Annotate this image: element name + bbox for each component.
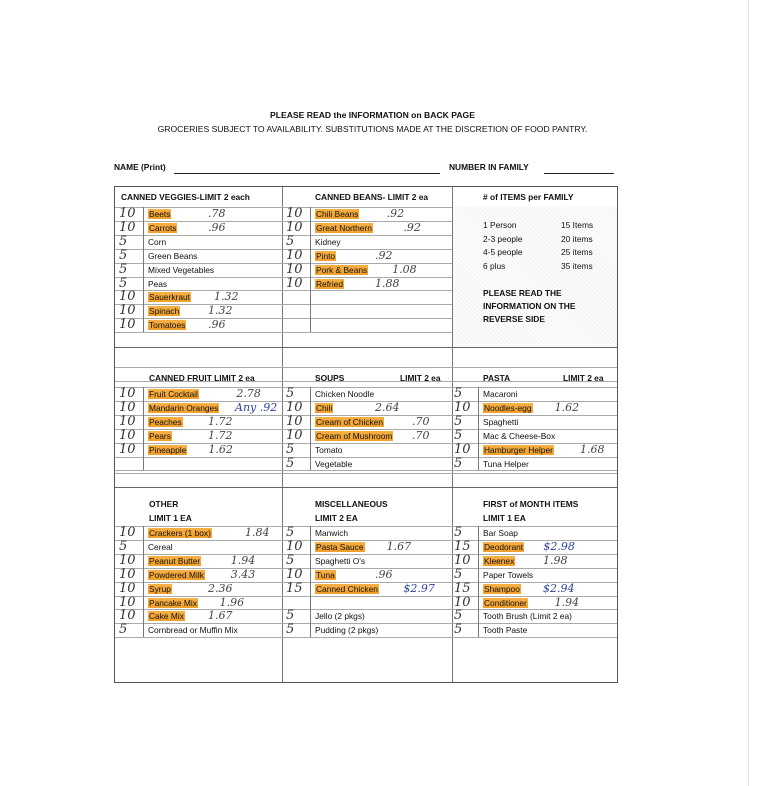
sec2-row-line <box>115 457 617 458</box>
pasta-item <box>483 417 518 427</box>
family-items-count: 20 items <box>561 233 593 244</box>
qty-column-divider <box>143 207 144 332</box>
other-item-name: Crackers (1 box) <box>149 528 211 538</box>
veggies-item <box>148 237 166 247</box>
soups-item <box>315 459 352 469</box>
soups-price: 2.64 <box>375 401 400 414</box>
misc-item-name: Spaghetti O's <box>315 556 366 566</box>
veggies-item-name: Peas <box>148 279 168 289</box>
section-limit-soups: LIMIT 2 ea <box>400 373 441 383</box>
sec2-foot-row-line <box>115 473 617 474</box>
first_of_month-qty: 5 <box>454 608 463 623</box>
section-boundary-2 <box>115 487 617 488</box>
pasta-qty: 10 <box>454 400 471 415</box>
veggies-qty: 10 <box>119 317 136 332</box>
first_of_month-item <box>483 570 533 580</box>
beans-item-name: Pork & Beans <box>316 265 368 275</box>
section-title-other: OTHER <box>149 499 179 509</box>
qty-column-divider <box>143 387 144 470</box>
beans-qty: 10 <box>286 220 303 235</box>
soups-item <box>315 431 393 441</box>
other-item-name: Powdered Milk <box>149 570 204 580</box>
first_of_month-item-name: Deodorant <box>484 542 524 552</box>
sec1-row-line <box>115 221 452 222</box>
misc-item <box>315 542 365 552</box>
sec1-row-line <box>115 277 452 278</box>
section-limit-other: LIMIT 1 EA <box>149 513 192 523</box>
beans-price: .92 <box>403 221 421 234</box>
veggies-qty: 5 <box>119 248 128 263</box>
sec1-row-line <box>115 332 452 333</box>
note-line-1: PLEASE READ THE <box>483 288 562 298</box>
other-item <box>148 528 212 538</box>
misc-price: .96 <box>375 568 393 581</box>
fruit-price: 1.72 <box>208 429 233 442</box>
beans-price: 1.08 <box>392 263 417 276</box>
other-item-name: Cereal <box>148 542 173 552</box>
soups-qty: 10 <box>286 428 303 443</box>
beans-item <box>315 237 341 247</box>
first_of_month-item-name: Conditioner <box>484 598 527 608</box>
veggies-qty: 5 <box>119 262 128 277</box>
family-size-label: 4-5 people <box>483 247 523 257</box>
first_of_month-qty: 5 <box>454 567 463 582</box>
first_of_month-price: $2.94 <box>543 582 575 595</box>
misc-price: $2.97 <box>403 582 435 595</box>
sec3-row-line <box>115 568 617 569</box>
other-item-name: Cornbread or Muffin Mix <box>148 625 238 635</box>
misc-qty: 5 <box>286 608 295 623</box>
misc-item-name: Tuna <box>316 570 335 580</box>
qty-column-divider <box>310 526 311 637</box>
other-item-name: Pancake Mix <box>149 598 197 608</box>
veggies-item <box>148 279 167 289</box>
beans-item <box>315 265 368 275</box>
first_of_month-item-name: Bar Soap <box>483 528 518 538</box>
family-size-label: 6 plus <box>483 260 506 271</box>
other-item <box>148 611 185 621</box>
section-boundary-1 <box>115 347 617 348</box>
other-qty: 10 <box>119 608 136 623</box>
column-divider-2 <box>452 187 453 682</box>
first_of_month-price: $2.98 <box>543 540 575 553</box>
first_of_month-price: 1.94 <box>554 596 580 609</box>
sec1-row-line <box>115 290 452 291</box>
first_of_month-item-name: Shampoo <box>484 584 520 594</box>
veggies-item-name: Spinach <box>149 306 180 316</box>
soups-price: .70 <box>412 415 430 428</box>
beans-item <box>315 223 373 233</box>
sec2-row-line <box>115 387 617 388</box>
other-item-name: Peanut Butter <box>149 556 201 566</box>
veggies-item <box>148 320 186 330</box>
first_of_month-item-name: Kleenex <box>484 556 515 566</box>
family-size-label: 2-3 people <box>483 233 523 244</box>
veggies-item-name: Tomatoes <box>149 320 186 330</box>
beans-qty: 5 <box>286 234 295 249</box>
first_of_month-item <box>483 598 528 608</box>
family-label: NUMBER IN FAMILY <box>449 162 529 172</box>
beans-qty: 10 <box>286 248 303 263</box>
veggies-qty: 10 <box>119 206 136 221</box>
other-qty: 5 <box>119 622 128 637</box>
handwritten-any-note: Any .92 <box>235 401 278 414</box>
fruit-item <box>148 403 219 413</box>
other-item <box>148 542 173 552</box>
family-size-label: 1 Person <box>483 220 517 230</box>
veggies-item <box>148 209 171 219</box>
fruit-item <box>148 431 172 441</box>
name-field-line[interactable] <box>174 173 440 174</box>
veggies-item-name: Carrots <box>149 223 177 233</box>
other-price: 3.43 <box>230 568 256 581</box>
soups-item-name: Cream of Mushroom <box>316 431 393 441</box>
first_of_month-item <box>483 556 515 566</box>
other-item <box>148 598 198 608</box>
misc-qty: 15 <box>286 581 303 596</box>
pasta-qty: 5 <box>454 414 463 429</box>
veggies-item <box>148 306 180 316</box>
pasta-item <box>483 445 554 455</box>
other-item <box>148 625 238 635</box>
misc-item-name: Canned Chicken <box>316 584 378 594</box>
soups-qty: 5 <box>286 456 295 471</box>
section-title-items-per-family: # of ITEMS per FAMILY <box>483 192 574 202</box>
beans-item <box>315 251 336 261</box>
soups-item-name: Tomato <box>315 445 343 455</box>
misc-qty: 5 <box>286 622 295 637</box>
fruit-item <box>148 389 199 399</box>
beans-item-name: Great Northern <box>316 223 372 233</box>
first_of_month-qty: 15 <box>454 539 471 554</box>
other-item-name: Syrup <box>149 584 171 594</box>
section-title-beans: CANNED BEANS- LIMIT 2 ea <box>315 192 429 202</box>
pasta-qty: 10 <box>454 442 471 457</box>
family-field-line[interactable] <box>544 173 614 174</box>
fruit-qty: 10 <box>119 414 136 429</box>
page-edge <box>748 0 749 786</box>
misc-item <box>315 584 379 594</box>
pasta-qty: 5 <box>454 456 463 471</box>
order-form-grid <box>114 186 618 683</box>
fruit-price: 1.72 <box>208 415 233 428</box>
beans-item <box>315 209 359 219</box>
first_of_month-qty: 15 <box>454 581 471 596</box>
soups-item-name: Cream of Chicken <box>316 417 384 427</box>
veggies-item <box>148 223 177 233</box>
other-qty: 10 <box>119 553 136 568</box>
fruit-price: 2.78 <box>236 387 261 400</box>
qty-column-divider <box>143 526 144 637</box>
sec2-head-row-line <box>115 367 617 368</box>
veggies-qty: 10 <box>119 303 136 318</box>
pasta-item-name: Spaghetti <box>483 417 519 427</box>
first_of_month-qty: 5 <box>454 622 463 637</box>
pasta-item-name: Mac & Cheese-Box <box>483 431 556 441</box>
veggies-price: .78 <box>208 207 226 220</box>
sec2-row-line <box>115 443 617 444</box>
soups-price: .70 <box>412 429 430 442</box>
qty-column-divider <box>310 387 311 470</box>
first_of_month-item <box>483 584 521 594</box>
other-qty: 10 <box>119 581 136 596</box>
misc-price: 1.67 <box>386 540 412 553</box>
reverse-side-note <box>483 287 575 326</box>
veggies-item-name: Green Beans <box>148 251 198 261</box>
fruit-item-name: Pears <box>149 431 171 441</box>
other-qty: 10 <box>119 567 136 582</box>
veggies-item-name: Corn <box>148 237 167 247</box>
soups-item <box>315 417 384 427</box>
fruit-qty: 10 <box>119 428 136 443</box>
fruit-qty: 10 <box>119 442 136 457</box>
note-line-3: REVERSE SIDE <box>483 314 545 324</box>
pasta-item-name: Noodles-egg <box>484 403 532 413</box>
beans-price: 1.88 <box>375 277 400 290</box>
pasta-item-name: Macaroni <box>483 389 518 399</box>
veggies-item <box>148 251 197 261</box>
soups-item-name: Chicken Noodle <box>315 389 375 399</box>
misc-item-name: Pudding (2 pkgs) <box>315 625 379 635</box>
pasta-qty: 5 <box>454 428 463 443</box>
other-qty: 10 <box>119 595 136 610</box>
sec3-row-line <box>115 609 617 610</box>
column-divider-1 <box>282 187 283 682</box>
veggies-qty: 10 <box>119 289 136 304</box>
sec3-row-line <box>115 582 617 583</box>
qty-column-divider <box>478 387 479 470</box>
fruit-item <box>148 417 183 427</box>
family-items-count: 25 items <box>561 247 593 257</box>
section-limit-pasta: LIMIT 2 ea <box>563 373 604 383</box>
family-items-count: 15 Items <box>561 220 594 230</box>
header-line-1: PLEASE READ the INFORMATION on BACK PAGE <box>270 110 475 120</box>
section-title-first-of-month: FIRST of MONTH ITEMS <box>483 499 579 509</box>
beans-price: .92 <box>375 249 393 262</box>
other-price: 1.94 <box>230 554 256 567</box>
qty-column-divider <box>310 207 311 332</box>
veggies-item-name: Beets <box>149 209 171 219</box>
veggies-price: 1.32 <box>208 304 233 317</box>
first_of_month-item <box>483 611 572 621</box>
misc-item-name: Manwich <box>315 528 349 538</box>
veggies-qty: 10 <box>119 220 136 235</box>
fruit-item <box>148 445 187 455</box>
veggies-item-name: Sauerkraut <box>149 292 190 302</box>
beans-item <box>315 279 344 289</box>
veggies-price: 1.32 <box>214 290 239 303</box>
other-qty: 5 <box>119 539 128 554</box>
misc-item-name: Jello (2 pkgs) <box>315 611 365 621</box>
pasta-price: 1.68 <box>580 443 605 456</box>
sec3-row-line <box>115 540 617 541</box>
beans-item-name: Kidney <box>315 237 341 247</box>
other-price: 1.67 <box>208 609 233 622</box>
misc-item <box>315 528 348 538</box>
veggies-item <box>148 292 191 302</box>
soups-item-name: Vegetable <box>315 459 353 469</box>
other-item <box>148 570 205 580</box>
veggies-price: .96 <box>208 318 226 331</box>
other-price: 2.36 <box>208 582 233 595</box>
beans-qty: 10 <box>286 276 303 291</box>
veggies-qty: 5 <box>119 234 128 249</box>
misc-qty: 5 <box>286 553 295 568</box>
soups-item <box>315 445 342 455</box>
veggies-item <box>148 265 214 275</box>
first_of_month-price: 1.98 <box>543 554 568 567</box>
first_of_month-item-name: Tooth Brush (Limit 2 ea) <box>483 611 572 621</box>
other-price: 1.96 <box>219 596 245 609</box>
first_of_month-item-name: Tooth Paste <box>483 625 528 635</box>
section-title-pasta: PASTA <box>483 373 511 383</box>
fruit-item-name: Peaches <box>149 417 182 427</box>
misc-item <box>315 611 365 621</box>
fruit-item-name: Pineapple <box>149 445 187 455</box>
first_of_month-qty: 10 <box>454 553 471 568</box>
other-item-name: Cake Mix <box>149 611 184 621</box>
veggies-qty: 5 <box>119 276 128 291</box>
section-title-soups: SOUPS <box>315 373 345 383</box>
soups-qty: 10 <box>286 400 303 415</box>
pasta-item <box>483 403 533 413</box>
beans-item-name: Pinto <box>316 251 336 261</box>
sec2-row-line <box>115 401 617 402</box>
first_of_month-item-name: Paper Towels <box>483 570 534 580</box>
sec3-row-line <box>115 623 617 624</box>
beans-item-name: Chili Beans <box>316 209 359 219</box>
beans-qty: 10 <box>286 206 303 221</box>
other-price: 1.84 <box>245 526 270 539</box>
fruit-qty: 10 <box>119 400 136 415</box>
other-item <box>148 584 172 594</box>
beans-item-name: Refried <box>316 279 343 289</box>
veggies-price: .96 <box>208 221 226 234</box>
sec2-row-line <box>115 415 617 416</box>
pasta-item-name: Hamburger Helper <box>484 445 553 455</box>
section-title-misc: MISCELLANEOUS <box>315 499 388 509</box>
sec3-row-line <box>115 637 617 638</box>
first_of_month-item <box>483 528 518 538</box>
header-line-2: GROCERIES SUBJECT TO AVAILABILITY. SUBSTITUTIONS MADE AT THE DISCRETION OF FOOD PANTRY. <box>157 124 588 134</box>
first_of_month-item <box>483 542 524 552</box>
sec3-row-line <box>115 596 617 597</box>
sec1-row-line <box>115 249 452 250</box>
fruit-qty: 10 <box>119 386 136 401</box>
misc-qty: 10 <box>286 567 303 582</box>
beans-price: .92 <box>386 207 405 220</box>
sec1-row-line <box>115 235 452 236</box>
soups-qty: 5 <box>286 386 295 401</box>
section-title-fruit: CANNED FRUIT LIMIT 2 ea <box>149 373 255 383</box>
fruit-item-name: Mandarin Oranges <box>149 403 219 413</box>
sec1-row-line <box>115 318 452 319</box>
sec3-row-line <box>115 554 617 555</box>
fruit-item-name: Fruit Cocktail <box>149 389 198 399</box>
pasta-item-name: Tuna Helper <box>483 459 529 469</box>
sec2-row-line <box>115 429 617 430</box>
beans-qty: 10 <box>286 262 303 277</box>
fruit-price: 1.62 <box>208 443 233 456</box>
pasta-qty: 5 <box>454 386 463 401</box>
family-items-count: 35 items <box>561 260 593 271</box>
misc-qty: 5 <box>286 525 295 540</box>
misc-item <box>315 556 365 566</box>
first_of_month-item <box>483 625 527 635</box>
pasta-price: 1.62 <box>554 401 580 414</box>
veggies-item-name: Mixed Vegetables <box>148 265 215 275</box>
soups-qty: 5 <box>286 442 295 457</box>
soups-item-name: Chili <box>316 403 333 413</box>
pasta-item <box>483 431 555 441</box>
pasta-item <box>483 389 517 399</box>
pasta-item <box>483 459 529 469</box>
misc-item <box>315 625 378 635</box>
section-limit-first-of-month: LIMIT 1 EA <box>483 513 526 523</box>
note-line-2: INFORMATION ON THE <box>483 301 576 311</box>
soups-qty: 10 <box>286 414 303 429</box>
other-qty: 10 <box>119 525 136 540</box>
first_of_month-qty: 5 <box>454 525 463 540</box>
misc-item <box>315 570 336 580</box>
first_of_month-qty: 10 <box>454 595 471 610</box>
soups-item <box>315 403 333 413</box>
other-item <box>148 556 201 566</box>
section-title-veggies: CANNED VEGGIES-LIMIT 2 each <box>121 192 250 202</box>
sec2-row-line <box>115 470 617 471</box>
soups-item <box>315 389 374 399</box>
sec1-row-line <box>115 304 452 305</box>
section-limit-misc: LIMIT 2 EA <box>315 513 358 523</box>
sec3-row-line <box>115 526 617 527</box>
misc-item-name: Pasta Sauce <box>316 542 364 552</box>
misc-qty: 10 <box>286 539 303 554</box>
name-label: NAME (Print) <box>114 162 166 172</box>
qty-column-divider <box>478 526 479 637</box>
